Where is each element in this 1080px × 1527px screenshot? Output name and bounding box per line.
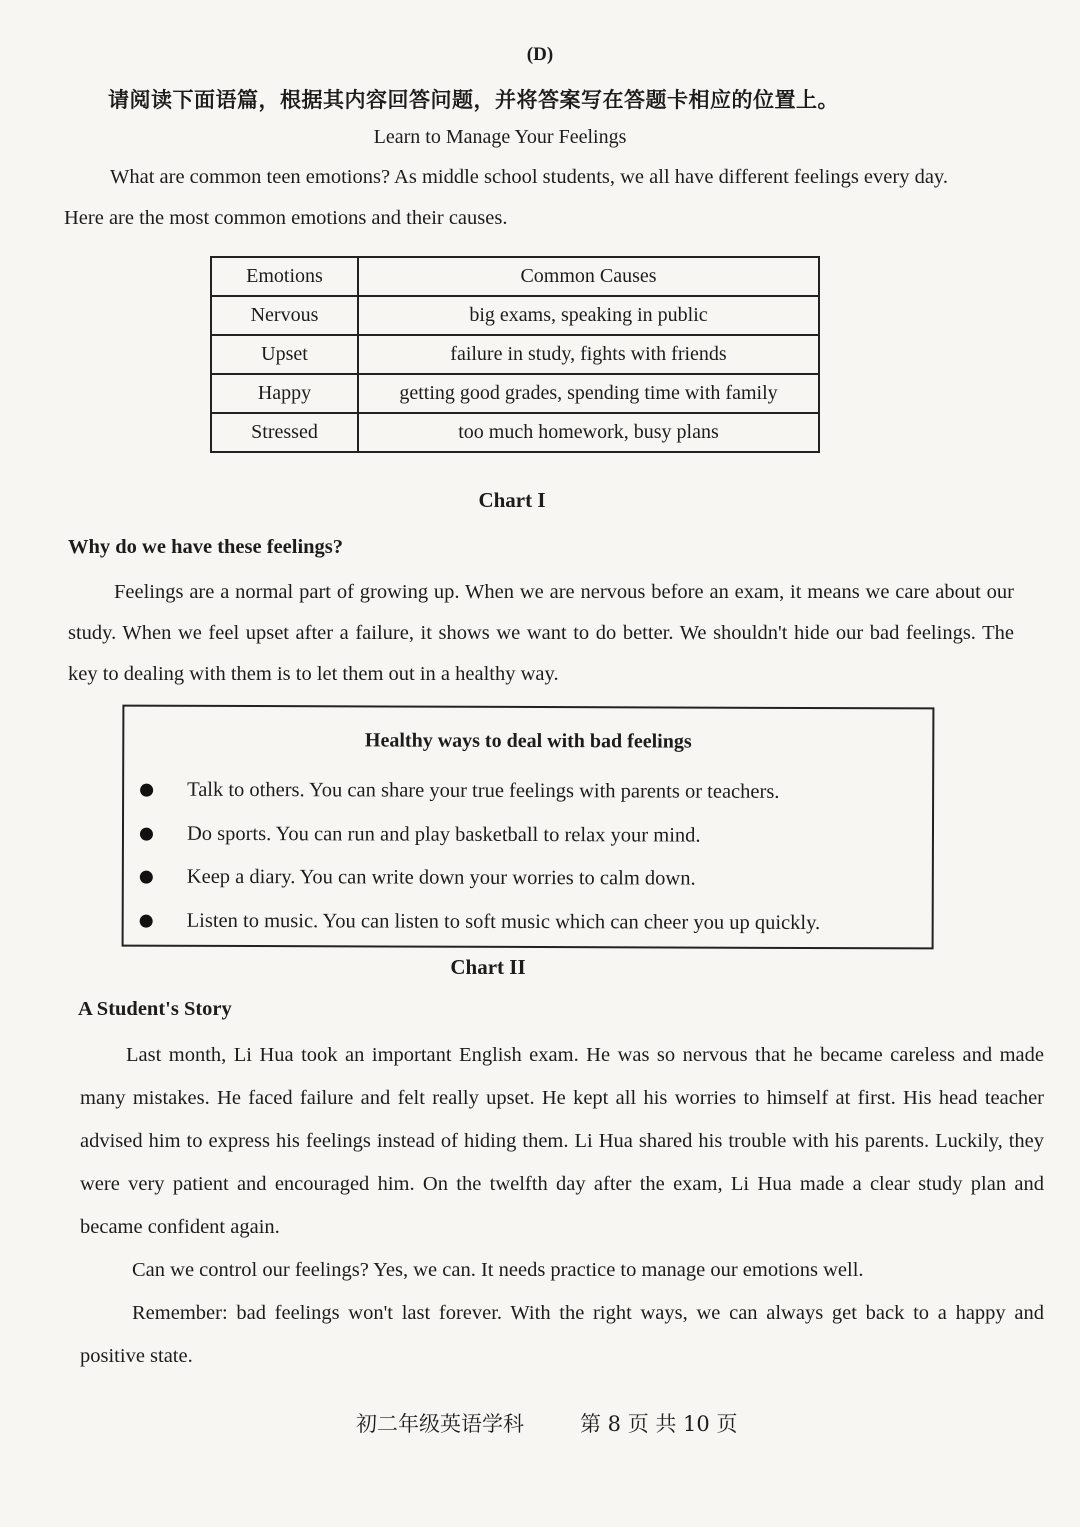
intro-paragraph <box>64 157 1004 239</box>
list-item <box>140 899 821 945</box>
story-section <box>80 1034 1044 1378</box>
table-cell-emotion: Nervous <box>211 296 358 335</box>
table-row <box>211 374 819 413</box>
section-label: (D) <box>526 44 554 65</box>
story-paragraph-2: Can we control our feelings? Yes, we can. It needs practice to manage our emotions well. <box>132 1259 864 1281</box>
table-cell-emotion: Upset <box>211 335 358 374</box>
bullet-icon <box>140 914 153 927</box>
list-item-text: Talk to others. You can share your true feelings with parents or teachers. <box>187 779 780 804</box>
list-item <box>140 856 821 902</box>
page-footer <box>356 1408 737 1438</box>
list-item-text: Do sports. You can run and play basketball to relax your mind. <box>186 822 701 847</box>
footer-subject: 初二年级英语学科 <box>356 1412 524 1436</box>
emotions-table <box>210 256 820 453</box>
footer-page-number: 第 8 页 共 10 页 <box>580 1412 738 1436</box>
why-paragraph <box>68 572 1014 695</box>
table-row <box>211 413 819 452</box>
list-item <box>140 769 821 815</box>
table-header-cell: Emotions <box>211 257 358 296</box>
table-header-cell: Common Causes <box>358 257 819 296</box>
list-item-text: Listen to music. You can listen to soft music which can cheer you up quickly. <box>186 909 821 934</box>
bullet-icon <box>140 827 153 840</box>
chart-1-caption: Chart I <box>478 488 546 512</box>
table-cell-emotion: Stressed <box>211 413 358 452</box>
chart-2-caption: Chart II <box>450 955 526 979</box>
healthy-ways-box <box>122 705 935 950</box>
bullet-icon <box>140 871 153 884</box>
table-cell-emotion: Happy <box>211 374 358 413</box>
list-item <box>140 812 821 858</box>
table-cell-cause: big exams, speaking in public <box>358 296 819 335</box>
table-row <box>211 296 819 335</box>
story-paragraph-3: Remember: bad feelings won't last forever. With the right ways, we can always get back to a happy and positive state. <box>80 1302 1044 1367</box>
intro-line-2: Here are the most common emotions and their causes. <box>64 207 508 229</box>
table-row <box>211 335 819 374</box>
instruction-text: 请阅读下面语篇，根据其内容回答问题，并将答案写在答题卡相应的位置上。 <box>108 88 839 112</box>
bullet-icon <box>140 784 153 797</box>
list-item-text: Keep a diary. You can write down your worries to calm down. <box>186 866 696 890</box>
passage-title: Learn to Manage Your Feelings <box>373 126 627 148</box>
story-paragraph-1: Last month, Li Hua took an important English exam. He was so nervous that he became careless and made many mistakes. He faced failure and felt really upset. He kept all his worries to himself at first. His head teacher advised him to express his feelings instead of hiding them. Li Hua shared his trouble with his parents. Luckily, they were very patient and encouraged him. On the twelfth day after the exam, Li Hua made a clear study plan and became confident again. <box>80 1044 1044 1238</box>
healthy-ways-list <box>140 769 821 945</box>
table-cell-cause: failure in study, fights with friends <box>358 335 819 374</box>
table-cell-cause: too much homework, busy plans <box>358 413 819 452</box>
story-heading: A Student's Story <box>78 998 232 1020</box>
healthy-ways-title: Healthy ways to deal with bad feelings <box>364 729 692 753</box>
why-body-text: Feelings are a normal part of growing up. When we are nervous before an exam, it means we care about our study. When we feel upset after a failure, it shows we want to do better. We shouldn't hide our bad feelings. The key to dealing with them is to let them out in a healthy way. <box>68 581 1014 685</box>
intro-line-1: What are common teen emotions? As middle school students, we all have different feelings every day. <box>110 166 948 188</box>
table-cell-cause: getting good grades, spending time with family <box>358 374 819 413</box>
why-heading: Why do we have these feelings? <box>68 536 344 558</box>
table-header-row <box>211 257 819 296</box>
